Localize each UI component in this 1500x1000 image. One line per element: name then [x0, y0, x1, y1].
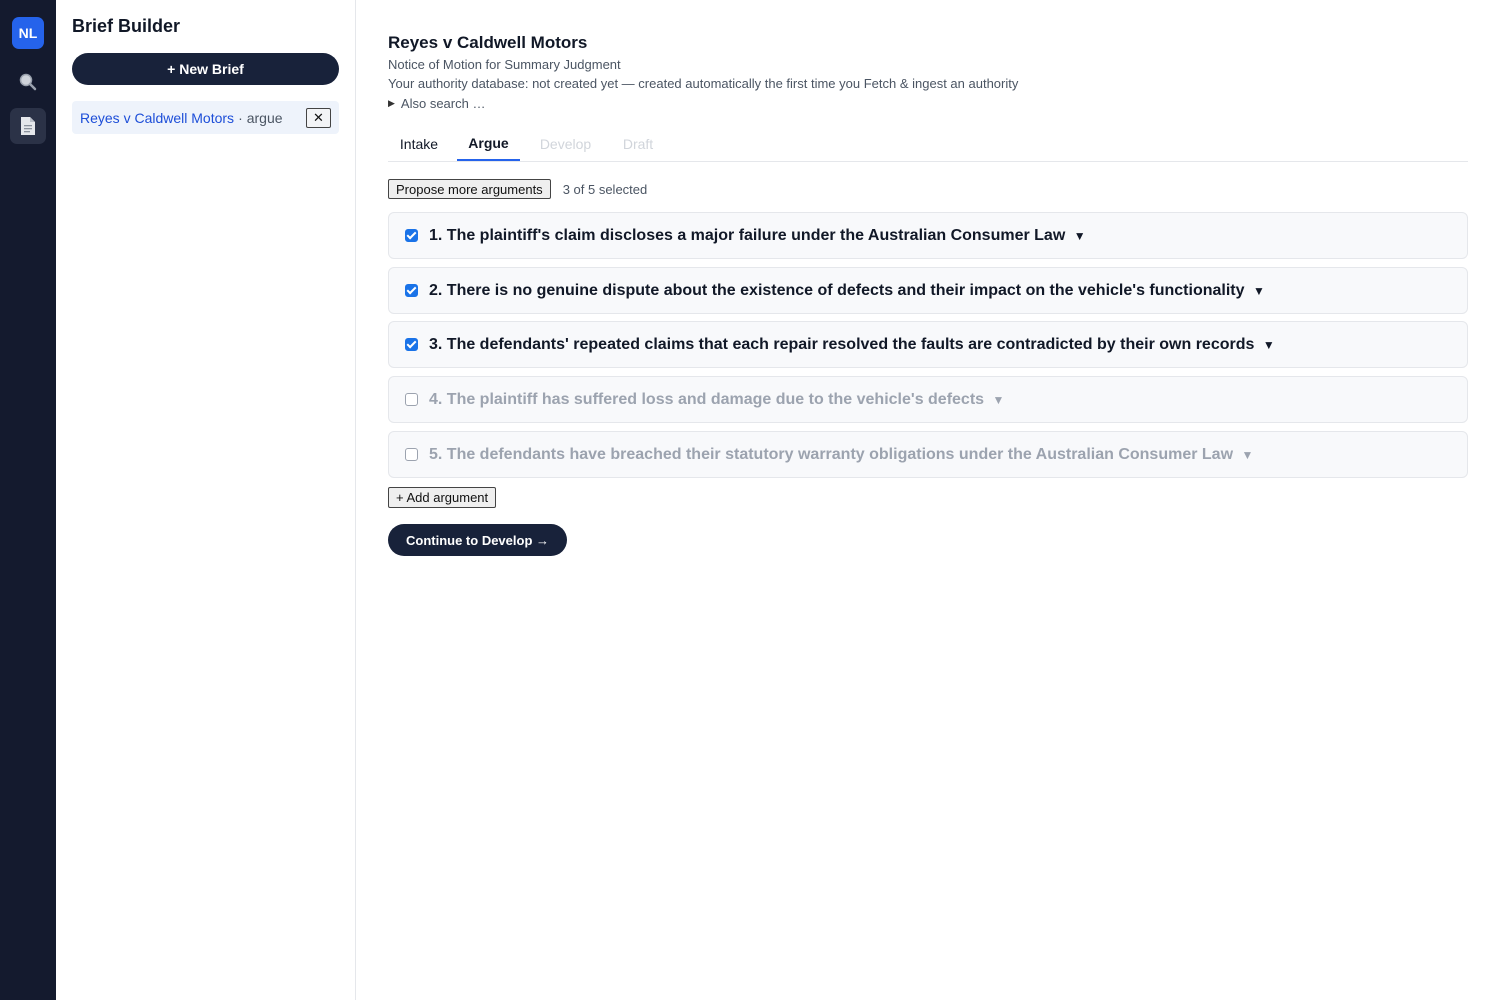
argument-card[interactable] — [388, 321, 1468, 368]
argument-text: 4. The plaintiff has suffered loss and damage due to the vehicle's defects ▼ — [429, 390, 1005, 408]
tab-develop: Develop — [539, 135, 592, 152]
disclosure-triangle-icon: ▶ — [388, 98, 395, 108]
expand-caret-icon[interactable]: ▼ — [1262, 337, 1275, 352]
sidebar-title: Brief Builder — [72, 16, 181, 36]
new-brief-button[interactable]: + New Brief — [72, 53, 339, 85]
argument-text: 3. The defendants' repeated claims that each repair resolved the faults are contradicted by their own records ▼ — [429, 335, 1275, 353]
argument-checkbox[interactable] — [405, 229, 418, 242]
brief-list-item[interactable] — [72, 101, 339, 134]
brief-sidebar — [56, 0, 356, 1000]
expand-caret-icon[interactable]: ▼ — [1241, 447, 1254, 462]
propose-arguments-button[interactable]: Propose more arguments — [388, 179, 551, 199]
document-nav-button[interactable] — [10, 108, 46, 144]
argument-text: 5. The defendants have breached their statutory warranty obligations under the Australian Consumer Law ▼ — [429, 445, 1254, 463]
authority-status: Your authority database: not created yet — created automatically the first time you Fetch & ingest an authority — [388, 76, 1019, 91]
argument-checkbox[interactable] — [405, 338, 418, 351]
argument-checkbox[interactable] — [405, 393, 418, 406]
argument-card[interactable] — [388, 376, 1468, 423]
also-search-toggle[interactable] — [388, 96, 485, 111]
brief-separator: · — [238, 109, 243, 126]
brief-stage: argue — [246, 109, 283, 126]
avatar[interactable]: NL — [12, 17, 44, 49]
argument-checkbox[interactable] — [405, 284, 418, 297]
tab-argue[interactable]: Argue — [457, 126, 520, 161]
page-subtitle: Notice of Motion for Summary Judgment — [388, 57, 621, 72]
search-icon — [18, 72, 38, 92]
also-search-label: Also search … — [400, 96, 486, 111]
close-brief-button[interactable]: ✕ — [306, 108, 331, 128]
expand-caret-icon[interactable]: ▼ — [992, 392, 1005, 407]
argument-checkbox[interactable] — [405, 448, 418, 461]
expand-caret-icon[interactable]: ▼ — [1252, 283, 1265, 298]
argument-text: 2. There is no genuine dispute about the existence of defects and their impact on the vehicle's functionality ▼ — [429, 281, 1265, 299]
search-nav-button[interactable] — [10, 64, 46, 100]
add-argument-button[interactable]: + Add argument — [388, 487, 496, 508]
argument-text: 1. The plaintiff's claim discloses a major failure under the Australian Consumer Law ▼ — [429, 226, 1086, 244]
icon-rail — [0, 0, 56, 1000]
page-title: Reyes v Caldwell Motors — [388, 33, 588, 52]
argument-card[interactable] — [388, 431, 1468, 478]
selected-count: 3 of 5 selected — [562, 181, 648, 197]
expand-caret-icon[interactable]: ▼ — [1073, 228, 1086, 243]
workflow-tabs — [388, 126, 1468, 162]
continue-to-develop-button[interactable]: Continue to Develop → — [388, 524, 567, 556]
document-icon — [19, 116, 37, 136]
tab-intake[interactable]: Intake — [399, 135, 439, 152]
brief-name-link[interactable]: Reyes v Caldwell Motors — [80, 109, 235, 126]
tab-draft: Draft — [622, 135, 654, 152]
argument-card[interactable] — [388, 267, 1468, 314]
argument-card[interactable] — [388, 212, 1468, 259]
arguments-toolbar — [388, 179, 647, 199]
